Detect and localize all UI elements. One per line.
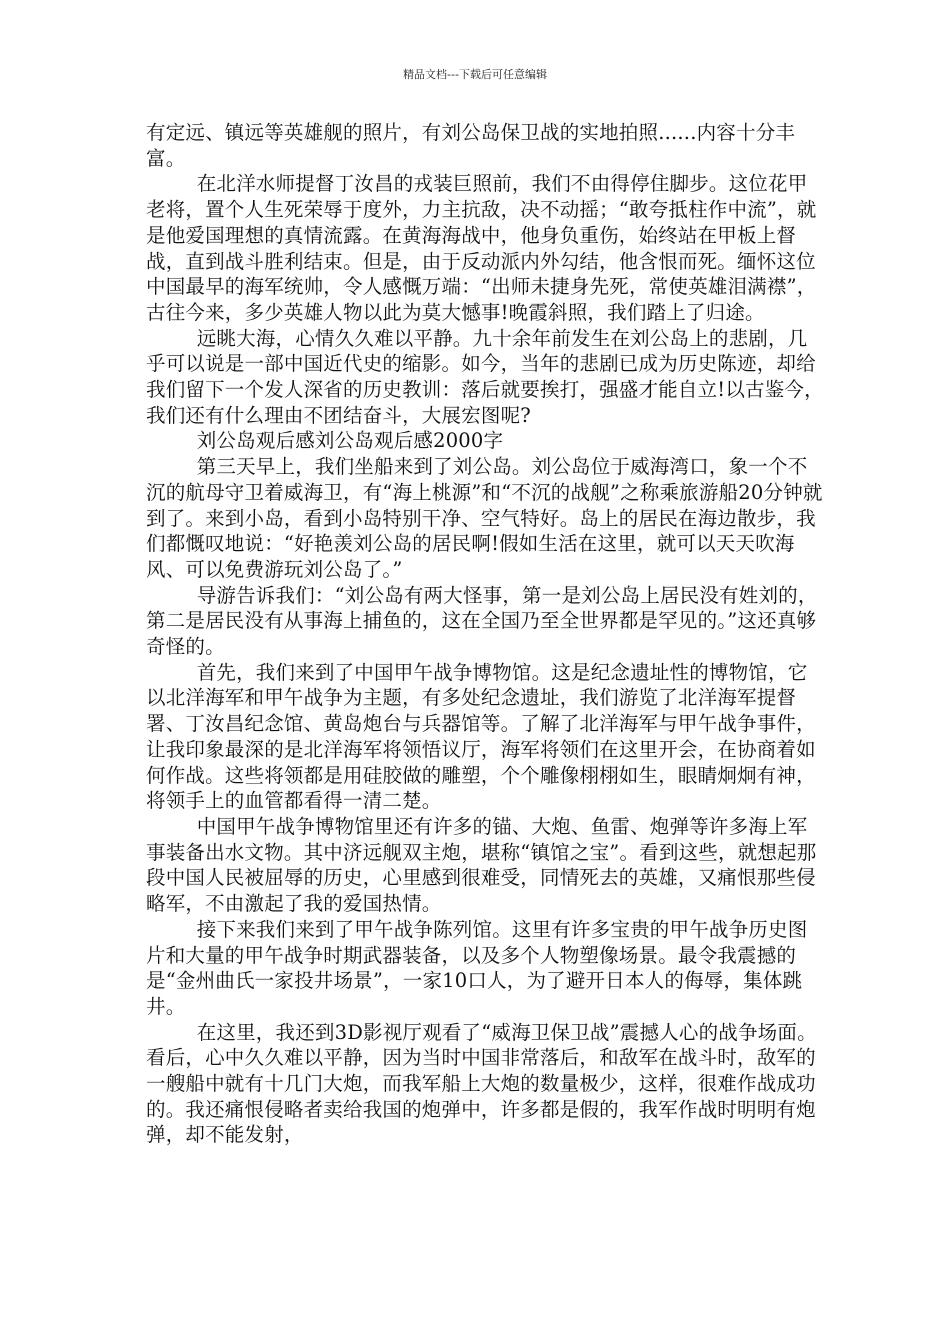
paragraph-guide: 导游告诉我们：“刘公岛有两大怪事，第一是刘公岛上居民没有姓刘的，第二是居民没有从事海上捕鱼的，这在全国乃至全世界都是罕见的。”这还真够奇怪的。 [146,583,818,659]
paragraph-war-museum: 首先，我们来到了中国甲午战争博物馆。这是纪念遗址性的博物馆，它以北洋海军和甲午战争为主题，有多处纪念遗址，我们游览了北洋海军提督署、丁汝昌纪念馆、黄岛炮台与兵器馆等。了解了北洋海军与甲午战争事件，让我印象最深的是北洋海军将领悟议厅，海军将领们在这里开会，在协商着如何作战。这些将领都是用硅胶做的雕塑，个个雕像栩栩如生，眼睛炯炯有神，将领手上的血管都看得一清二楚。 [146,660,816,813]
paragraph-ding-ruchang: 在北洋水师提督丁汝昌的戎装巨照前，我们不由得停住脚步。这位花甲老将，置个人生死荣辱于度外，力主抗敌，决不动摇；“敢夸抵柱作中流”，就是他爱国理想的真情流露。在黄海海战中，他身负重伤，始终站在甲板上督战，直到战斗胜利结束。但是，由于反动派内外勾结，他含恨而死。缅怀这位中国最早的海军统帅，令人感慨万端：“出师未捷身先死，常使英雄泪满襟”，古往今来，多少英雄人物以此为莫大憾事!晚霞斜照，我们踏上了归途。 [146,172,817,324]
paragraph-exhibition-hall: 接下来我们来到了甲午战争陈列馆。这里有许多宝贵的甲午战争历史图片和大量的甲午战争时期武器装备，以及多个人物塑像场景。最令我震撼的是“金州曲氏一家投井场景”，一家10口人，为了避开日本人的侮辱，集体跳井。 [146,917,808,1018]
paragraph-3d-theater: 在这里，我还到3D影视厅观看了“威海卫保卫战”震撼人心的战争场面。看后，心中久久难以平静，因为当时中国非常落后，和敌军在战斗时，敌军的一艘船中就有十几门大炮，而我军船上大炮的数量极少，这样，很难作战成功的。我还痛恨侵略者卖给我国的炮弹中，许多都是假的，我军作战时明明有炮弹，却不能发射， [146,1020,817,1147]
paragraph-relics: 中国甲午战争博物馆里还有许多的锚、大炮、鱼雷、炮弹等许多海上军事装备出水文物。其中济远舰双主炮，堪称“镇馆之宝”。看到这些，就想起那段中国人民被屈辱的历史，心里感到很难受，同情死去的英雄，又痛恨那些侵略军，不由激起了我的爱国热情。 [146,814,817,916]
paragraph-museum-photos: 有定远、镇远等英雄舰的照片，有刘公岛保卫战的实地拍照......内容十分丰富。 [146,121,796,170]
section-title: 刘公岛观后感刘公岛观后感2000字 [196,429,504,453]
paragraph-arrival: 第三天早上，我们坐船来到了刘公岛。刘公岛位于威海湾口，象一个不沉的航母守卫着威海卫，有“海上桃源”和“不沉的战舰”之称乘旅游船20分钟就到了。来到小岛，看到小岛特别干净、空气特好。岛上的居民在海边散步，我们都慨叹地说：“好艳羡刘公岛的居民啊!假如生活在这里，就可以天天吹海风、可以免费游玩刘公岛了。” [146,455,823,581]
document-body [146,120,826,1148]
page-header: 精品文档---下载后可任意编辑 [403,68,547,81]
paragraph-looking-at-sea: 远眺大海，心情久久难以平静。九十余年前发生在刘公岛上的悲剧，几乎可以说是一部中国近代史的缩影。如今，当年的悲剧已成为历史陈迹，却给我们留下一个发人深省的历史教训：落后就要挨打，强盛才能自立!以古鉴今，我们还有什么理由不团结奋斗，大展宏图呢? [146,326,824,427]
